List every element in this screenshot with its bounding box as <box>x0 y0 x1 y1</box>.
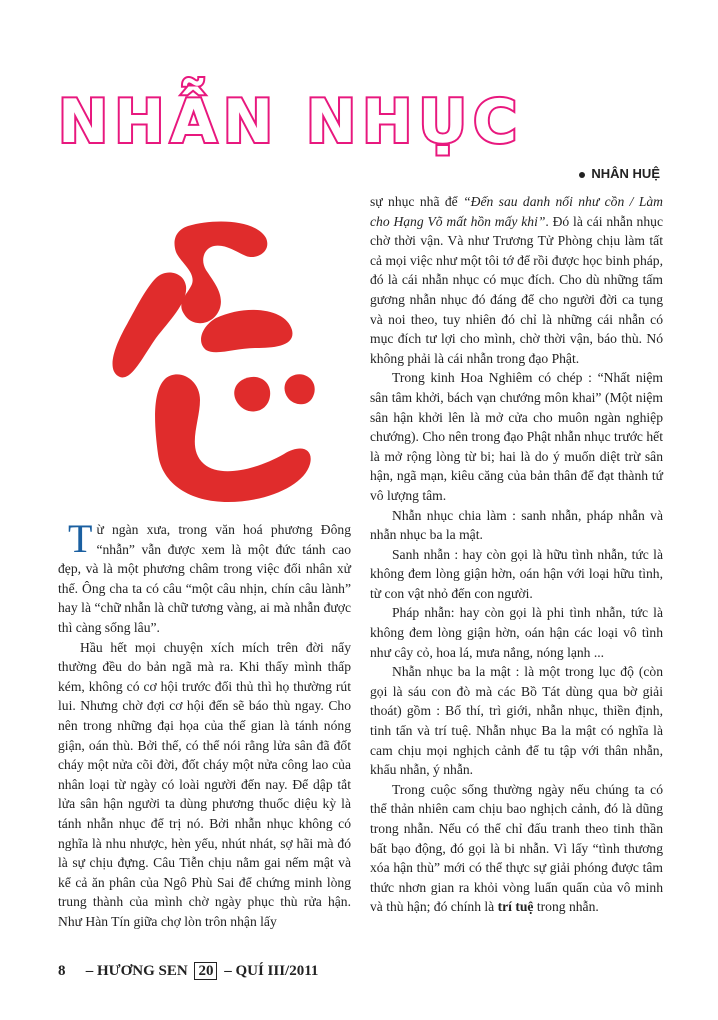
issue-number: 20 <box>194 962 217 980</box>
calligraphy-stroke-top <box>175 222 268 324</box>
paragraph-continued <box>370 192 663 368</box>
paragraph-closing <box>370 780 663 917</box>
text-run: Trong cuộc sống thường ngày nếu chúng ta có thể thản nhiên cam chịu bao nghịch cảnh, đó là dũng trong nhẫn. Nếu có thể chỉ đấu tranh theo tinh thần bất bạo động, đó gọi là bi nhẫn. Vì lấy “tình thương xóa hận thù” mới có thể thực sự giải phóng được tâm thức nhơn gian ra khỏi vòng luẩn quẩn của vô minh và thù hận; đó chính là <box>370 781 663 915</box>
left-column <box>58 516 351 931</box>
paragraph: Trong kinh Hoa Nghiêm có chép : “Nhất niệm sân tâm khởi, bách vạn chướng môn khai” (Một niệm sân hận khởi lên là mở cửa cho muôn ngàn nghiệp chướng). Cho nên trong đạo Phật nhẫn nhục trước hết là mở rộng lòng từ bi; hai là do ý muốn diệt trừ sân hận, ngã mạn, kiêu căng của bản thân để đạt thành tứ vô lượng tâm. <box>370 370 663 503</box>
calligraphy-stroke-dot-right <box>285 374 315 404</box>
intro-text: ừ ngàn xưa, trong văn hoá phương Đông “nhẫn” vẫn được xem là một đức tánh cao đẹp, và là một phương châm trong việc đối nhân xử thế. Ông cha ta có câu “một câu nhịn, chín câu lành” hay là “chữ nhẫn là chữ tương vàng, ai mà nhẫn được thì càng sống lâu”. <box>58 522 351 635</box>
author-byline <box>579 166 660 181</box>
article-title: NHẪN NHỤC <box>58 87 524 157</box>
paragraph: Hầu hết mọi chuyện xích mích trên đời nẩy thường đều do bản ngã mà ra. Khi thấy mình thấp kém, không có cơ hội trước đối thủ thì họ thường rút lui. Nhưng chờ đợi cơ hội đến sẽ báo thù ngay. Cho nên trong những đại họa của thế gian là tánh nóng giận, oán thù. Bởi thế, có thể nói rằng lửa sân đã đốt cháy một nửa cõi đời, đốt cháy một nửa công lao của nhân loại từ ngày có loài người đến nay. Để dập tắt lửa sân hận người ta dùng phương thuốc diệu kỳ là tánh nhẫn nhục để trị nó. Bởi nhẫn nhục không có nghĩa là nhu nhược, hèn yếu, nhút nhát, sợ hãi mà đó là sự chịu đựng. Câu Tiễn chịu nằm gai nếm mật và kể cả ăn phân của Ngô Phù Sai để chứng minh lòng trung thành của mình chờ ngày phục thù rửa hận. Như Hàn Tín giữa chợ lòn trôn nhận lấy <box>58 639 351 929</box>
paragraph: Nhẫn nhục ba la mật : là một trong lục độ (còn gọi là sáu con đò mà các Bồ Tát dùng qua bờ giải thoát) gồm : Bố thí, trì giới, nhẫn nhục, thiền định, tinh tấn và trí tuệ. Nhẫn nhục Ba la mật có nghĩa là cam chịu mọi nghịch cảnh để tu tập với thân nhẫn, khẩu nhẫn, ý nhẫn. <box>370 664 663 778</box>
paragraph: Nhẫn nhục chia làm : sanh nhẫn, pháp nhẫn và nhẫn nhục ba la mật. <box>370 507 663 543</box>
drop-cap: T <box>68 516 93 561</box>
issue-quarter: – QUÍ III/2011 <box>224 963 319 979</box>
magazine-name: – HƯƠNG SEN <box>85 963 188 979</box>
text-run: sự nhục nhã để <box>370 194 464 209</box>
bullet-icon <box>579 172 585 178</box>
text-run: trong nhẫn. <box>533 899 599 915</box>
text-run: . Đó là cái nhẫn nhục chờ thời vận. Và như Trương Tử Phòng chịu làm tất cả mọi việc như một tôi tớ để rồi được học binh pháp, đó là cái nhẫn nhục có mục đích. Cho dù những tấm gương nhẫn nhục đó đáng để cho người đời ca tụng và noi theo, tuy nhiên đó chỉ là những cái nhẫn có mục đích tư lợi cho mình, chờ thời vận, báo thù. Nó không phải là cái nhẫn trong đạo Phật. <box>370 213 663 366</box>
page-footer <box>58 962 378 984</box>
paragraph-intro <box>58 516 351 638</box>
quote-text: “Đến sau danh nổi như cồn / Làm cho Hạng Võ mất hồn mấy khi” <box>370 194 663 229</box>
right-column <box>370 192 663 917</box>
page-number: 8 <box>58 963 66 979</box>
paragraph: Sanh nhẫn : hay còn gọi là hữu tình nhẫn, tức là không đem lòng giận hờn, oán hận với loại hữu tình, từ con vật nhỏ đến con người. <box>370 546 663 601</box>
calligraphy-stroke-left <box>113 272 187 377</box>
emphasis-text: trí tuệ <box>497 899 534 915</box>
paragraph: Pháp nhẫn: hay còn gọi là phi tình nhẫn, tức là không đem lòng giận hờn, oán hận các loại vô tình như cây cỏ, hoa lá, mưa nắng, nóng lạnh ... <box>370 605 663 660</box>
author-name: NHÂN HUỆ <box>591 166 660 181</box>
calligraphy-nhan-character <box>96 208 328 508</box>
calligraphy-stroke-dot <box>234 377 270 412</box>
